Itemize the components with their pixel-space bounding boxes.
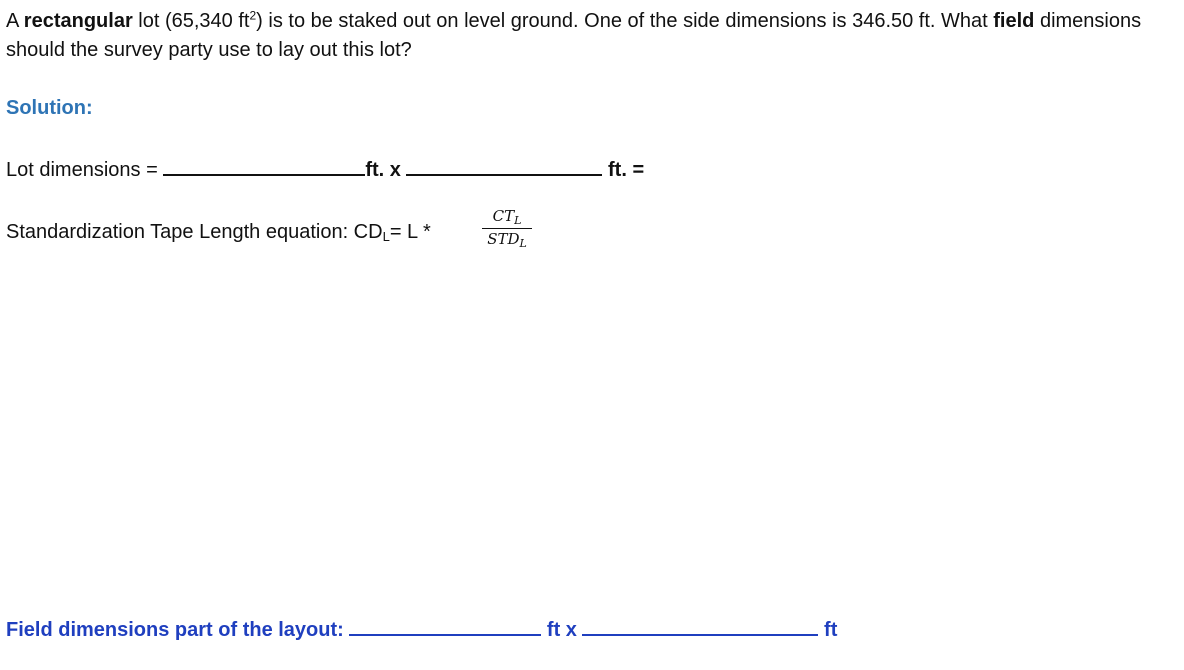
problem-bold-rectangular: rectangular [23,10,133,32]
field-dimensions-row [6,616,837,642]
field-dimensions-label: Field dimensions part of the layout: [6,619,350,641]
field-dimension-blank-1[interactable] [349,616,541,636]
fraction-denominator [482,229,532,250]
equation-fraction [482,207,532,250]
area-exponent: 2 [249,8,257,23]
field-dimension-blank-2[interactable] [582,616,818,636]
lot-dimensions-label: Lot dimensions = [6,159,164,181]
lot-dimension-blank-2[interactable] [406,156,602,176]
denominator-text: STD [487,230,520,248]
denominator-subscript: L [519,237,527,250]
solution-heading: Solution: [6,97,93,119]
problem-text-part4: dimensions should the survey party use to lay out this lot? [6,10,1142,61]
field-dimension-unit-2: ft [824,619,838,641]
problem-text-part2: lot (65,340 ft [132,10,250,32]
lot-dimension-unit-2: ft. = [608,159,645,181]
problem-text-part3: ) is to be staked out on level ground. One of the side dimensions is 346.50 ft. What [256,10,994,32]
equation-label: Standardization Tape Length equation: CD [6,221,383,243]
numerator-text: CT [492,207,515,225]
fraction-numerator [482,207,532,229]
equation-row [6,220,431,249]
problem-bold-field: field [993,10,1035,32]
field-dimension-unit-1: ft x [546,619,577,641]
equation-rest: = L * [389,221,431,243]
lot-dimensions-row [6,156,644,182]
equation-cd-subscript: L [382,229,390,244]
numerator-subscript: L [514,214,522,227]
problem-text-part1: A [6,10,24,32]
lot-dimension-unit-1: ft. x [365,159,401,181]
problem-statement [6,7,1176,65]
lot-dimension-blank-1[interactable] [163,156,365,176]
